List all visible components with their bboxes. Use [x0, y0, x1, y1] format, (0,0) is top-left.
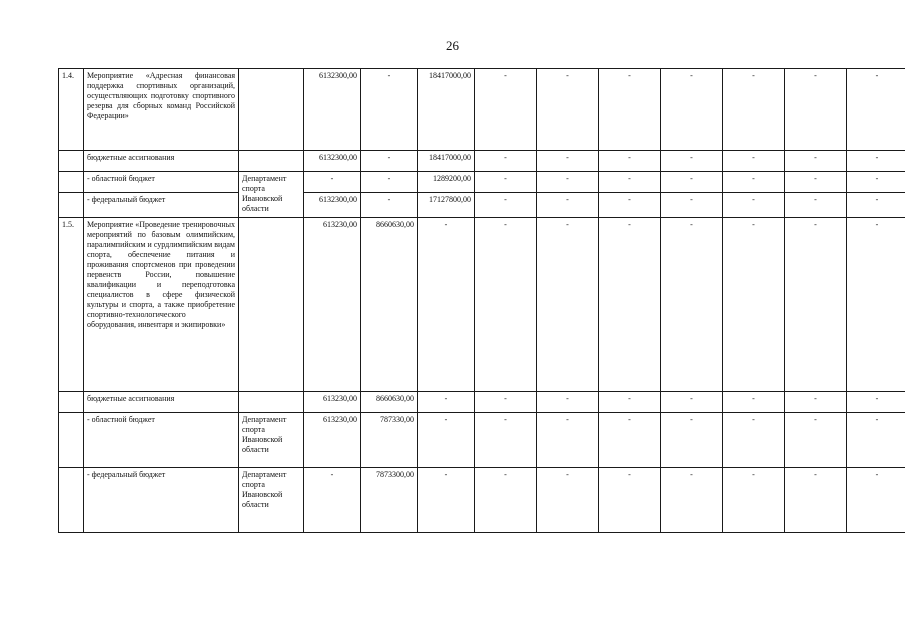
value-cell: - [418, 413, 475, 468]
value-cell: - [599, 392, 661, 413]
value-cell: 613230,00 [304, 413, 361, 468]
value-cell: - [537, 392, 599, 413]
row-name: бюджетные ассигнования [84, 151, 239, 172]
table-row [59, 468, 905, 533]
value-cell: 8660630,00 [361, 218, 418, 392]
row-name: - федеральный бюджет [84, 193, 239, 218]
value-cell: - [723, 151, 785, 172]
value-cell: 6132300,00 [304, 151, 361, 172]
row-name: - областной бюджет [84, 172, 239, 193]
value-cell: - [661, 413, 723, 468]
value-cell: - [723, 413, 785, 468]
value-cell: 6132300,00 [304, 193, 361, 218]
value-cell: - [847, 468, 905, 533]
value-cell: - [361, 172, 418, 193]
value-cell: - [418, 468, 475, 533]
value-cell: - [537, 193, 599, 218]
value-cell: 7873300,00 [361, 468, 418, 533]
value-cell: - [785, 218, 847, 392]
value-cell: - [661, 193, 723, 218]
value-cell: - [599, 69, 661, 151]
value-cell: - [475, 151, 537, 172]
value-cell: 8660630,00 [361, 392, 418, 413]
value-cell: 18417000,00 [418, 69, 475, 151]
value-cell: - [723, 69, 785, 151]
value-cell: - [785, 413, 847, 468]
page-number: 26 [446, 38, 459, 53]
row-index [59, 392, 84, 413]
value-cell: - [723, 392, 785, 413]
value-cell: - [537, 151, 599, 172]
value-cell: - [785, 172, 847, 193]
value-cell: - [418, 392, 475, 413]
row-executor [239, 69, 304, 151]
table-row [59, 193, 905, 218]
value-cell: - [847, 172, 905, 193]
value-cell: - [537, 218, 599, 392]
value-cell: - [537, 468, 599, 533]
value-cell: 17127800,00 [418, 193, 475, 218]
value-cell: - [661, 69, 723, 151]
table-row [59, 218, 905, 392]
row-name: - областной бюджет [84, 413, 239, 468]
row-index [59, 413, 84, 468]
value-cell: - [785, 151, 847, 172]
table-row [59, 172, 905, 193]
row-executor [239, 218, 304, 392]
value-cell: - [723, 193, 785, 218]
value-cell: - [475, 218, 537, 392]
value-cell: - [599, 151, 661, 172]
value-cell: - [785, 468, 847, 533]
value-cell: - [475, 193, 537, 218]
value-cell: - [304, 172, 361, 193]
value-cell: - [418, 218, 475, 392]
value-cell: - [661, 172, 723, 193]
value-cell: - [599, 172, 661, 193]
budget-table [58, 68, 905, 533]
value-cell: - [847, 193, 905, 218]
value-cell: - [475, 468, 537, 533]
value-cell: - [537, 413, 599, 468]
value-cell: - [847, 413, 905, 468]
value-cell: 613230,00 [304, 392, 361, 413]
value-cell: 1289200,00 [418, 172, 475, 193]
value-cell: - [361, 193, 418, 218]
row-executor: Департамент спорта Ивановской области [239, 413, 304, 468]
value-cell: - [361, 69, 418, 151]
table-row [59, 69, 905, 151]
row-index [59, 468, 84, 533]
row-index [59, 172, 84, 193]
row-name: бюджетные ассигнования [84, 392, 239, 413]
value-cell: - [599, 413, 661, 468]
value-cell: - [785, 392, 847, 413]
row-executor [239, 151, 304, 172]
value-cell: - [537, 172, 599, 193]
value-cell: - [847, 151, 905, 172]
row-executor [239, 392, 304, 413]
row-executor: Департамент спорта Ивановской области [239, 468, 304, 533]
value-cell: - [599, 218, 661, 392]
value-cell: - [661, 151, 723, 172]
row-index: 1.4. [59, 69, 84, 151]
value-cell: - [723, 218, 785, 392]
row-executor: Департамент спорта Ивановской области [239, 172, 304, 218]
value-cell: - [599, 193, 661, 218]
table-row [59, 392, 905, 413]
row-index [59, 193, 84, 218]
value-cell: - [847, 392, 905, 413]
value-cell: - [847, 69, 905, 151]
row-name: Мероприятие «Адресная финансовая поддержка спортивных организаций, осуществляющих подготовку спортивного резерва для сборных команд Российской Федерации» [84, 69, 239, 151]
value-cell: 6132300,00 [304, 69, 361, 151]
row-index: 1.5. [59, 218, 84, 392]
row-name: - федеральный бюджет [84, 468, 239, 533]
value-cell: - [661, 392, 723, 413]
value-cell: 18417000,00 [418, 151, 475, 172]
row-index [59, 151, 84, 172]
value-cell: - [661, 468, 723, 533]
table-row [59, 151, 905, 172]
row-name: Мероприятие «Проведение тренировочных мероприятий по базовым олимпийским, паралимпийским и сурдлимпийским видам спорта, обеспечение питания и проживания спортсменов при проведении первенств России, повышение квалификации и переподготовка специалистов в сфере физической культуры и спорта, а также приобретение спортивно-технологического оборудования, инвентаря и экипировки» [84, 218, 239, 392]
value-cell: - [599, 468, 661, 533]
value-cell: - [847, 218, 905, 392]
value-cell: - [304, 468, 361, 533]
value-cell: - [475, 413, 537, 468]
value-cell: - [475, 392, 537, 413]
value-cell: - [475, 69, 537, 151]
value-cell: - [785, 193, 847, 218]
value-cell: 787330,00 [361, 413, 418, 468]
value-cell: - [537, 69, 599, 151]
value-cell: - [785, 69, 847, 151]
value-cell: - [723, 172, 785, 193]
table-row [59, 413, 905, 468]
value-cell: 613230,00 [304, 218, 361, 392]
value-cell: - [723, 468, 785, 533]
value-cell: - [661, 218, 723, 392]
value-cell: - [361, 151, 418, 172]
value-cell: - [475, 172, 537, 193]
